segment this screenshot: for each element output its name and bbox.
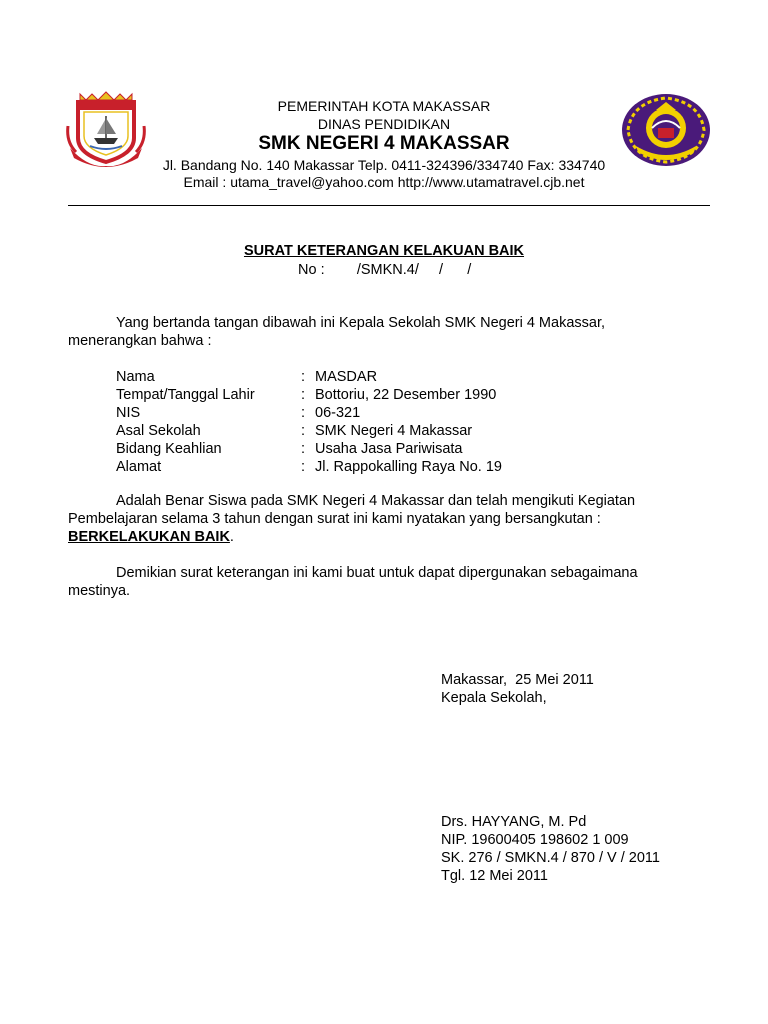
document-title: SURAT KETERANGAN KELAKUAN BAIK	[243, 243, 525, 259]
detail-label: Alamat	[116, 459, 162, 475]
intro-line-1: Yang bertanda tangan dibawah ini Kepala Sekolah SMK Negeri 4 Makassar,	[116, 315, 606, 331]
closing-line-1: Demikian surat keterangan ini kami buat untuk dapat dipergunakan sebagaimana	[116, 565, 638, 581]
header-department: DINAS PENDIDIKAN	[317, 116, 451, 132]
detail-value: Bottoriu, 22 Desember 1990	[315, 387, 497, 403]
intro-line-2: menerangkan bahwa :	[68, 333, 212, 349]
signature-name: Drs. HAYYANG, M. Pd	[441, 814, 587, 830]
signature-nip: NIP. 19600405 198602 1 009	[441, 832, 629, 848]
detail-value: 06-321	[315, 405, 361, 421]
detail-row	[116, 368, 676, 386]
detail-label: Nama	[116, 369, 155, 385]
header-address: Jl. Bandang No. 140 Makassar Telp. 0411-324396/334740 Fax: 334740	[162, 157, 606, 173]
signature-sk: SK. 276 / SMKN.4 / 870 / V / 2011	[441, 850, 660, 866]
statement-line-1: Adalah Benar Siswa pada SMK Negeri 4 Makassar dan telah mengikuti Kegiatan	[116, 493, 636, 509]
detail-label: Tempat/Tanggal Lahir	[116, 387, 255, 403]
detail-row	[116, 458, 676, 476]
verdict-period: .	[229, 529, 234, 545]
detail-value: Jl. Rappokalling Raya No. 19	[315, 459, 502, 475]
detail-colon: :	[301, 369, 306, 385]
header-school-name: SMK NEGERI 4 MAKASSAR	[258, 133, 510, 154]
header-divider	[68, 205, 710, 206]
detail-row	[116, 440, 676, 458]
detail-row	[116, 386, 676, 404]
signature-place-date: Makassar, 25 Mei 2011	[441, 672, 594, 688]
closing-line-2: mestinya.	[68, 583, 131, 599]
detail-colon: :	[301, 441, 306, 457]
header-government: PEMERINTAH KOTA MAKASSAR	[277, 98, 491, 114]
detail-label: Bidang Keahlian	[116, 441, 222, 457]
detail-label: Asal Sekolah	[116, 423, 201, 439]
detail-colon: :	[301, 405, 306, 421]
signature-sk-date: Tgl. 12 Mei 2011	[441, 868, 548, 884]
detail-value: MASDAR	[315, 369, 378, 385]
detail-colon: :	[301, 387, 306, 403]
document-number: No : /SMKN.4/ / /	[298, 262, 472, 278]
detail-label: NIS	[116, 405, 141, 421]
detail-row	[116, 422, 676, 440]
verdict-text: BERKELAKUKAN BAIK	[68, 529, 230, 545]
detail-colon: :	[301, 423, 306, 439]
detail-row	[116, 404, 676, 422]
header-contact: Email : utama_travel@yahoo.com http://www.utamatravel.cjb.net	[183, 174, 585, 190]
statement-line-2: Pembelajaran selama 3 tahun dengan surat ini kami nyatakan yang bersangkutan :	[68, 511, 601, 527]
statement-verdict-line	[68, 528, 234, 546]
detail-value: Usaha Jasa Pariwisata	[315, 441, 463, 457]
detail-colon: :	[301, 459, 306, 475]
detail-value: SMK Negeri 4 Makassar	[315, 423, 473, 439]
signature-role: Kepala Sekolah,	[441, 690, 547, 706]
